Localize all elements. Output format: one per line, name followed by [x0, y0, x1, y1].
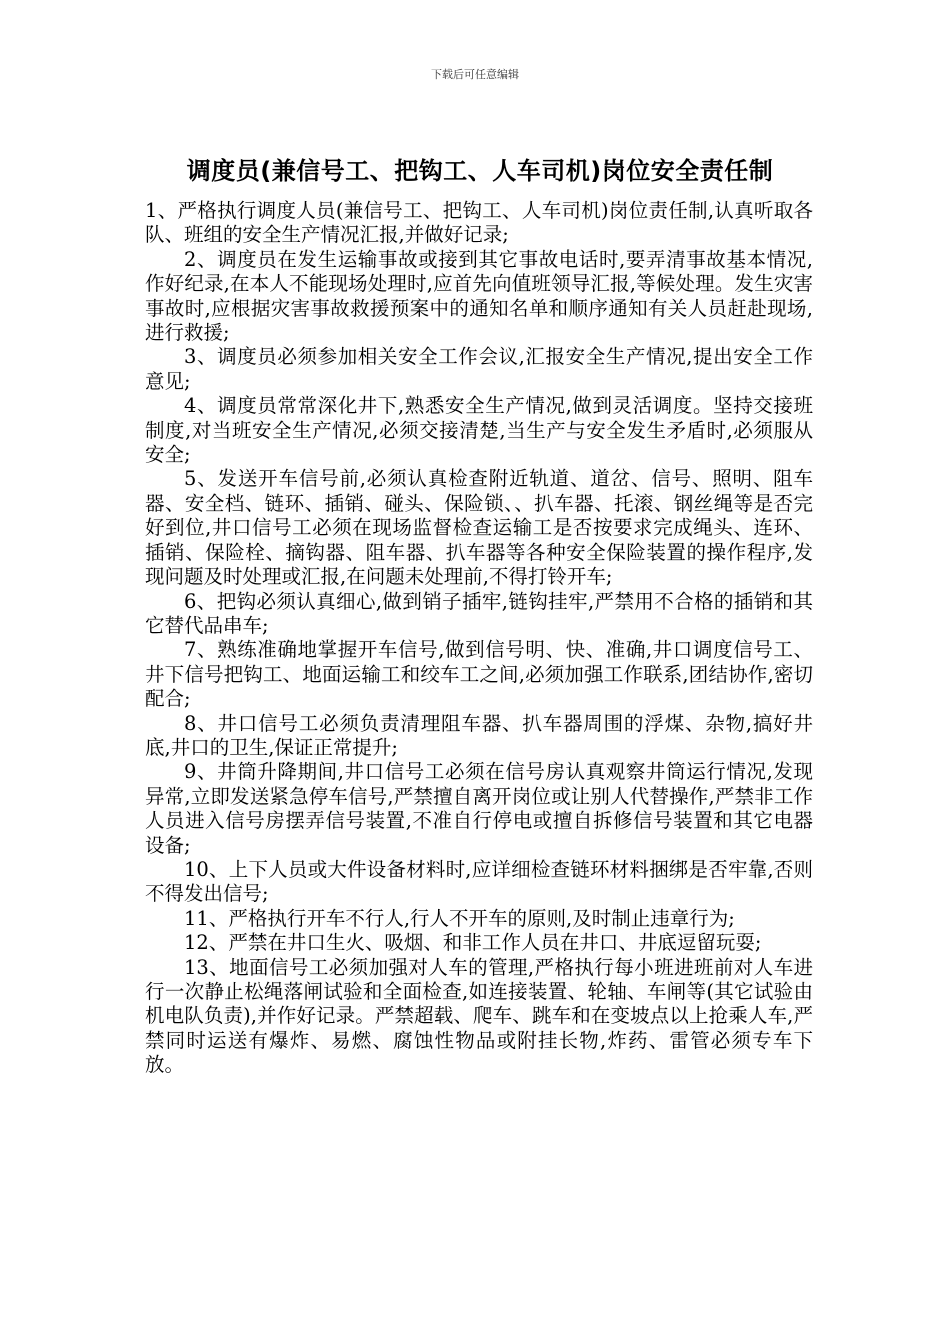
paragraph: 8、井口信号工必须负责清理阻车器、扒车器周围的浮煤、杂物,搞好井底,井口的卫生,保证正常提升; — [145, 711, 813, 759]
paragraph: 4、调度员常常深化井下,熟悉安全生产情况,做到灵活调度。坚持交接班制度,对当班安全生产情况,必须交接清楚,当生产与安全发生矛盾时,必须服从安全; — [145, 394, 813, 467]
paragraph: 9、井筒升降期间,井口信号工必须在信号房认真观察井筒运行情况,发现异常,立即发送紧急停车信号,严禁擅自离开岗位或让别人代替操作,严禁非工作人员进入信号房摆弄信号装置,不准自行停电或擅自拆修信号装置和其它电器设备; — [145, 760, 813, 857]
paragraph: 10、上下人员或大件设备材料时,应详细检查链环材料捆绑是否牢靠,否则不得发出信号; — [145, 857, 813, 906]
paragraph: 7、熟练准确地掌握开车信号,做到信号明、快、准确,井口调度信号工、井下信号把钩工、地面运输工和绞车工之间,必须加强工作联系,团结协作,密切配合; — [145, 638, 813, 711]
paragraph: 2、调度员在发生运输事故或接到其它事故电话时,要弄清事故基本情况,作好纪录,在本人不能现场处理时,应首先向值班领导汇报,等候处理。发生灾害事故时,应根据灾害事故救援预案中的通知名单和顺序通知有关人员赶赴现场,进行救援; — [145, 247, 813, 345]
header-note: 下载后可任意编辑 — [431, 68, 519, 81]
paragraph: 12、严禁在井口生火、吸烟、和非工作人员在井口、井底逗留玩耍; — [184, 931, 762, 955]
paragraph: 3、调度员必须参加相关安全工作会议,汇报安全生产情况,提出安全工作意见; — [145, 345, 813, 393]
document-body — [145, 199, 813, 1078]
paragraph: 11、严格执行开车不行人,行人不开车的原则,及时制止违章行为; — [184, 906, 735, 930]
document-title: 调度员(兼信号工、把钩工、人车司机)岗位安全责任制 — [186, 157, 774, 185]
paragraph: 1、严格执行调度人员(兼信号工、把钩工、人车司机)岗位责任制,认真听取各队、班组的安全生产情况汇报,并做好记录; — [145, 199, 813, 247]
paragraph: 13、地面信号工必须加强对人车的管理,严格执行每小班进班前对人车进行一次静止松绳落闸试验和全面检查,如连接装置、轮轴、车闸等(其它试验由机电队负责),并作好记录。严禁超载、爬车、跳车和在变坡点以上抢乘人车,严禁同时运送有爆炸、易燃、腐蚀性物品或附挂长物,炸药、雷管必须专车下放。 — [145, 955, 813, 1077]
paragraph: 5、发送开车信号前,必须认真检查附近轨道、道岔、信号、照明、阻车器、安全档、链环、插销、碰头、保险锁、、扒车器、托滚、钢丝绳等是否完好到位,井口信号工必须在现场监督检查运输工是否按要求完成绳头、连环、插销、保险栓、摘钩器、阻车器、扒车器等各种安全保险装置的操作程序,发现问题及时处理或汇报,在问题未处理前,不得打铃开车; — [145, 467, 813, 589]
paragraph: 6、把钩必须认真细心,做到销子插牢,链钩挂牢,严禁用不合格的插销和其它替代品串车; — [145, 589, 813, 637]
